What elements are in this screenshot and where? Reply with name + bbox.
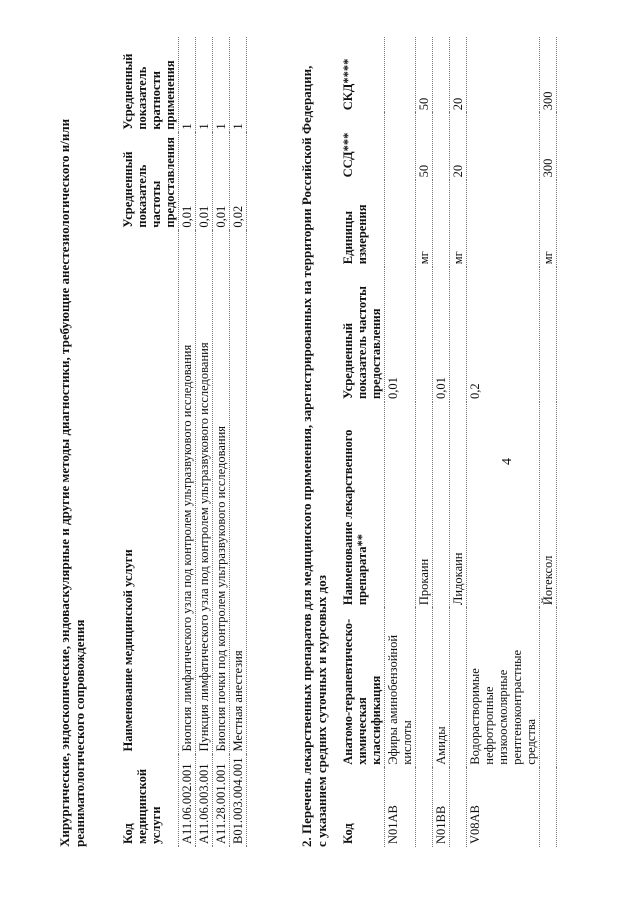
header-code: Код (340, 768, 385, 847)
drug-unit: мг (540, 180, 557, 267)
drug-ssd (433, 113, 450, 180)
services-table-header (120, 37, 179, 847)
drug-skd (467, 37, 540, 113)
drug-unit (385, 180, 416, 267)
service-freq: 0,02 (230, 133, 247, 231)
drug-unit: мг (450, 180, 467, 267)
table-row (433, 37, 450, 847)
drug-name (467, 402, 540, 608)
table-row (450, 37, 467, 847)
drug-name: Йогексол (540, 402, 557, 608)
table-row (196, 37, 213, 847)
page-number: 4 (500, 458, 515, 465)
header-skd: СКД**** (340, 37, 385, 113)
header-freq: Усредненный показатель частоты предоставления (340, 267, 385, 402)
service-freq: 0,01 (213, 133, 230, 231)
drug-atc: Эфиры аминобензойной кислоты (385, 608, 416, 768)
header-drug: Наименование лекарственного препарата** (340, 402, 385, 608)
drug-code: V08AB (467, 768, 540, 847)
table-row (416, 37, 433, 847)
drug-name (385, 402, 416, 608)
drug-code (540, 768, 557, 847)
service-name: Биопсия почки под контролем ультразвукового исследования (213, 231, 230, 755)
drug-skd (385, 37, 416, 113)
drug-freq: 0,01 (433, 267, 450, 402)
drug-unit (433, 180, 450, 267)
drug-skd: 300 (540, 37, 557, 113)
drug-code: N01BB (433, 768, 450, 847)
drug-skd: 20 (450, 37, 467, 113)
table-row (385, 37, 416, 847)
header-atc: Анатомо-терапевтическо-химическая классификация (340, 608, 385, 768)
drug-atc: Амиды (433, 608, 450, 768)
drugs-table (340, 37, 557, 847)
service-mult: 1 (196, 37, 213, 133)
section1-title: Хирургические, эндоскопические, эндоваскулярные и другие методы диагностики, требующие анестезиологического и/или реаниматологического сопровождения (57, 118, 87, 847)
header-mult: Усредненный показатель кратности применения (120, 37, 179, 133)
drug-atc (450, 608, 467, 768)
drug-name: Прокаин (416, 402, 433, 608)
services-table (120, 37, 247, 847)
drug-skd (433, 37, 450, 113)
table-row (467, 37, 540, 847)
drug-ssd (467, 113, 540, 180)
service-freq: 0,01 (196, 133, 213, 231)
service-name: Биопсия лимфатического узла под контролем ультразвукового исследования (179, 231, 196, 755)
table-row (230, 37, 247, 847)
drug-code: N01AB (385, 768, 416, 847)
drug-ssd (385, 113, 416, 180)
header-code: Код медицинской услуги (120, 755, 179, 847)
header-ssd: ССД*** (340, 113, 385, 180)
drugs-table-header (340, 37, 385, 847)
drug-ssd: 50 (416, 113, 433, 180)
drug-name: Лидокаин (450, 402, 467, 608)
drug-freq: 0,01 (385, 267, 416, 402)
service-mult: 1 (179, 37, 196, 133)
service-code: B01.003.004.001 (230, 755, 247, 847)
section2-title: 2. Перечень лекарственных препаратов для медицинского применения, зарегистрированных на территории Российской Федерации, с указанием средних суточных и курсовых доз (299, 65, 329, 847)
drug-unit: мг (416, 180, 433, 267)
header-name: Наименование медицинской услуги (120, 231, 179, 755)
drug-freq (450, 267, 467, 402)
service-name: Местная анестезия (230, 231, 247, 755)
table-row (213, 37, 230, 847)
service-freq: 0,01 (179, 133, 196, 231)
drug-atc: Водорастворимые нефротропные низкоосмолярные рентгеноконтрастные средства (467, 608, 540, 768)
service-code: A11.06.003.001 (196, 755, 213, 847)
service-code: A11.06.002.001 (179, 755, 196, 847)
drug-atc (540, 608, 557, 768)
table-row (179, 37, 196, 847)
header-unit: Единицы измерения (340, 180, 385, 267)
drug-ssd: 300 (540, 113, 557, 180)
service-mult: 1 (230, 37, 247, 133)
drug-ssd: 20 (450, 113, 467, 180)
drug-freq: 0,2 (467, 267, 540, 402)
drug-unit (467, 180, 540, 267)
drug-atc (416, 608, 433, 768)
drug-code (450, 768, 467, 847)
service-name: Пункция лимфатического узла под контролем ультразвукового исследования (196, 231, 213, 755)
header-freq: Усредненный показатель частоты предоставления (120, 133, 179, 231)
drug-name (433, 402, 450, 608)
table-row (540, 37, 557, 847)
drug-freq (540, 267, 557, 402)
service-mult: 1 (213, 37, 230, 133)
service-code: A11.28.001.001 (213, 755, 230, 847)
drug-freq (416, 267, 433, 402)
drug-code (416, 768, 433, 847)
drug-skd: 50 (416, 37, 433, 113)
